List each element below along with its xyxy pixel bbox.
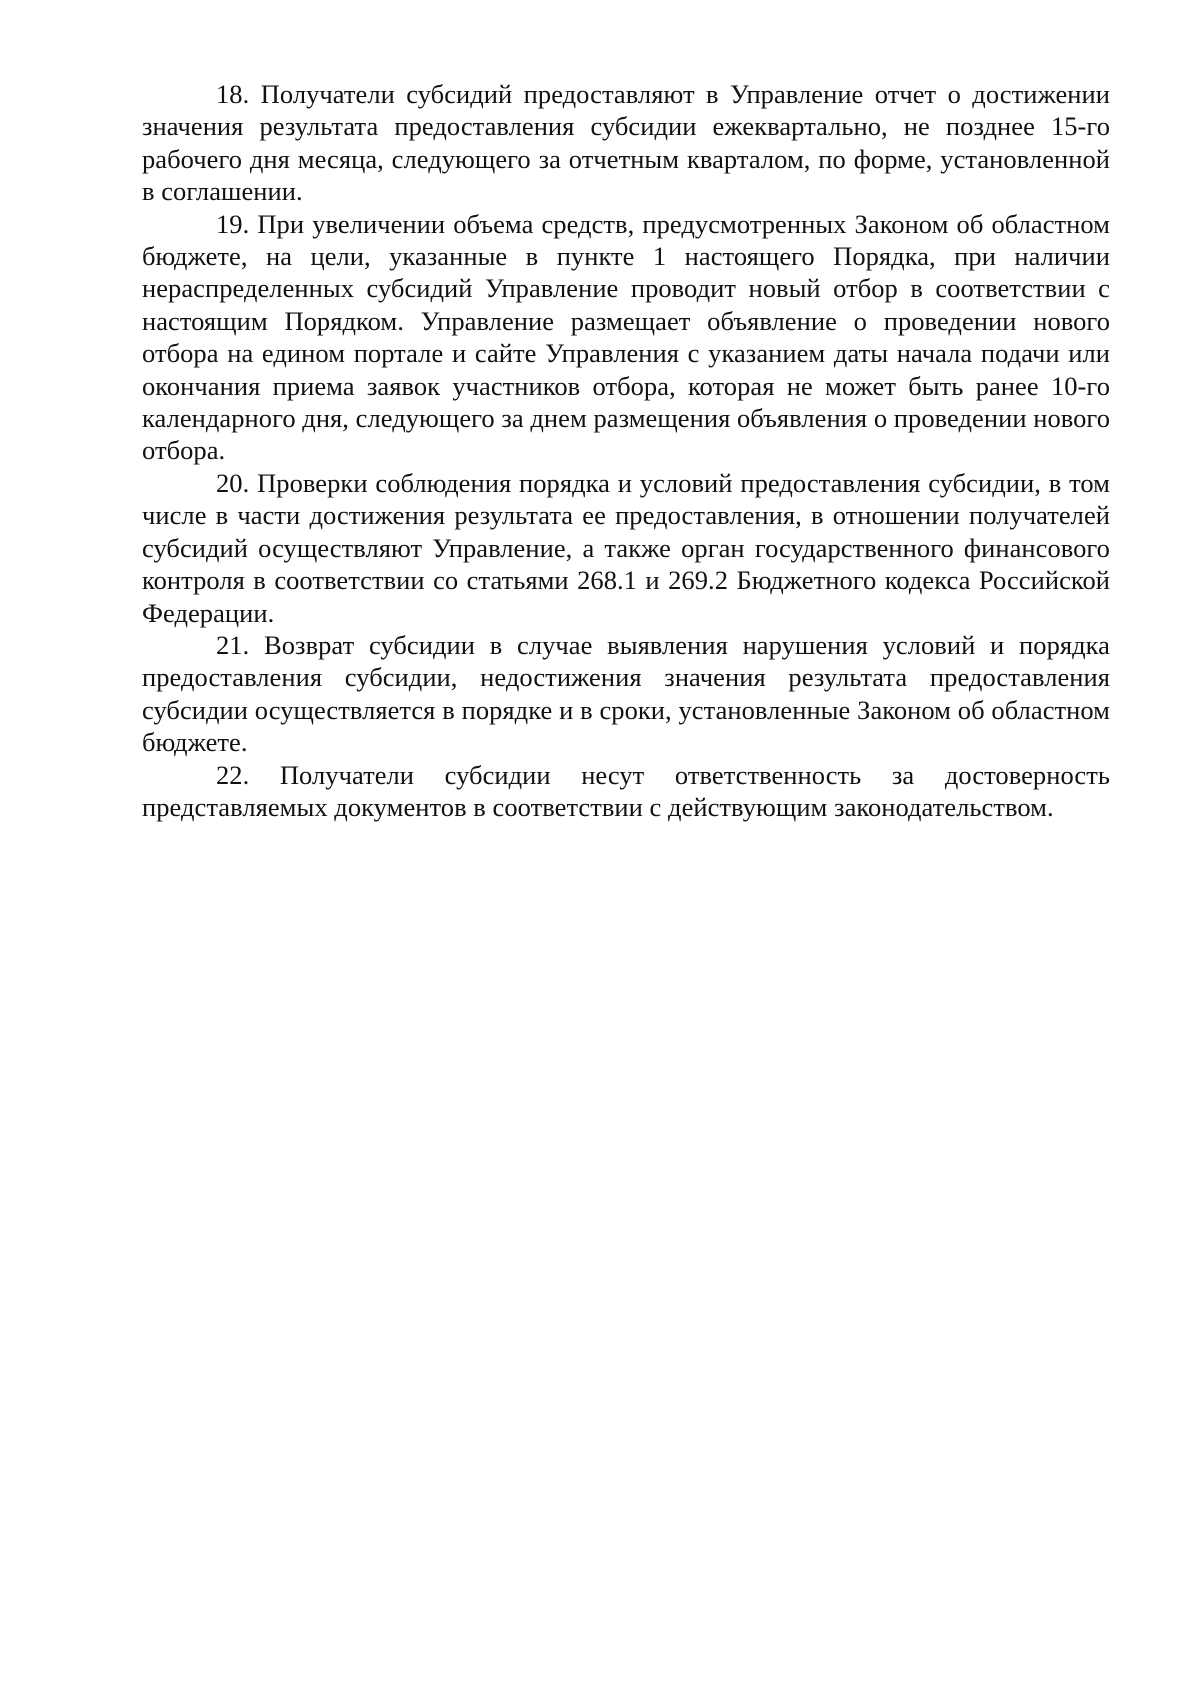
paragraph-18: 18. Получатели субсидий предоставляют в Управление отчет о достижении значения результата предоставления субсидии ежеквартально, не позднее 15-го рабочего дня месяца, следующего за отчетным кварталом, по форме, установленной в соглашении. xyxy=(142,79,1110,207)
paragraph-22: 22. Получатели субсидии несут ответственность за достоверность представляемых документов в соответствии с действующим законодательством. xyxy=(142,759,1110,822)
paragraph-21: 21. Возврат субсидии в случае выявления нарушения условий и порядка предоставления субсидии, недостижения значения результата предоставления субсидии осуществляется в порядке и в сроки, установленные Законом об областном бюджете. xyxy=(142,629,1110,758)
paragraph-19: 19. При увеличении объема средств, предусмотренных Законом об областном бюджете, на цели, указанные в пункте 1 настоящего Порядка, при наличии нераспределенных субсидий Управление проводит новый отбор в соответствии с настоящим Порядком. Управление размещает объявление о проведении нового отбора на едином портале и сайте Управления с указанием даты начала подачи или окончания приема заявок участников отбора, которая не может быть ранее 10-го календарного дня, следующего за днем размещения объявления о проведении нового отбора. xyxy=(142,208,1110,466)
document-body xyxy=(142,78,1110,823)
paragraph-20: 20. Проверки соблюдения порядка и условий предоставления субсидии, в том числе в части достижения результата ее предоставления, в отношении получателей субсидий осуществляют Управление, а также орган государственного финансового контроля в соответствии со статьями 268.1 и 269.2 Бюджетного кодекса Российской Федерации. xyxy=(142,467,1110,628)
